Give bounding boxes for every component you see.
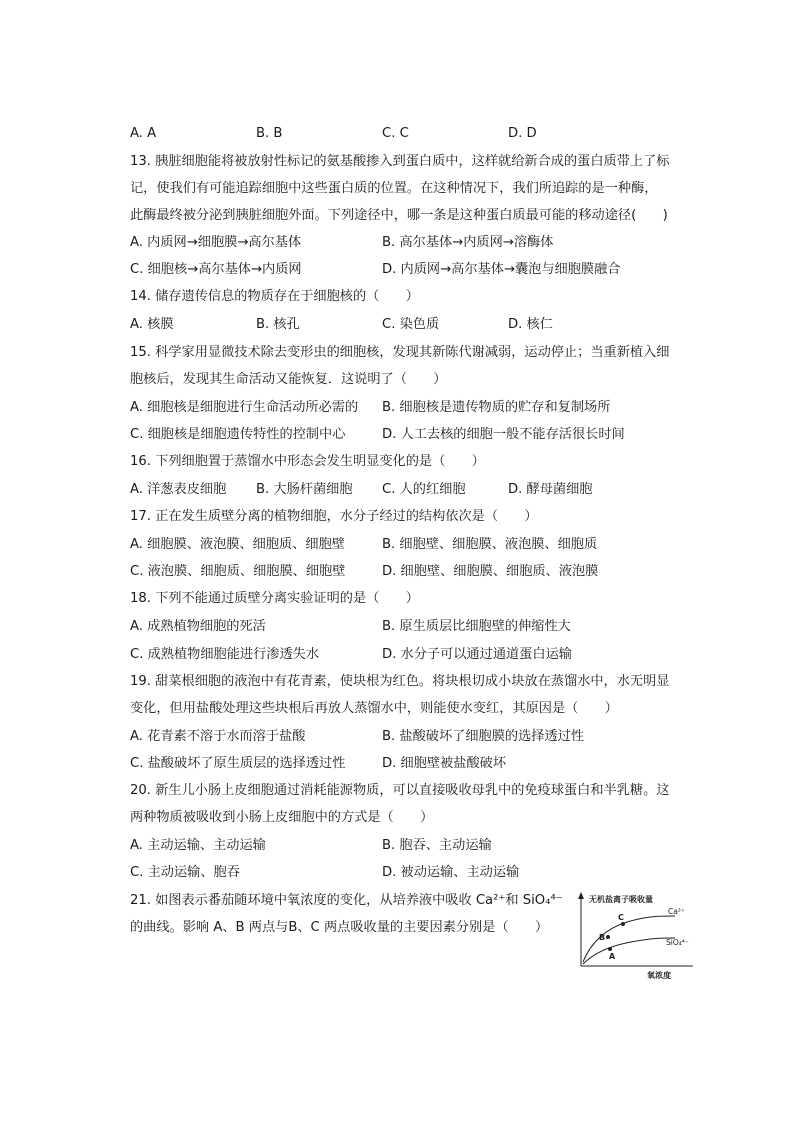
q18-option-c[interactable]: C. 成熟植物细胞能进行渗透失水 — [130, 647, 320, 662]
y-axis-arrow — [578, 892, 584, 899]
ca-curve-label: Ca²⁺ — [668, 907, 685, 916]
q12-option-d[interactable]: D. D — [508, 126, 537, 141]
absorption-curve-chart — [575, 890, 695, 980]
q12-option-a[interactable]: A. A — [130, 126, 157, 141]
q14-option-b[interactable]: B. 核孔 — [256, 317, 300, 332]
q14-option-a[interactable]: A. 核膜 — [130, 317, 174, 332]
q14-stem: 14. 储存遗传信息的物质存在于细胞核的（ ） — [130, 289, 419, 304]
q13-option-c[interactable]: C. 细胞核→高尔基体→内质网 — [130, 262, 302, 277]
q13-option-d[interactable]: D. 内质网→高尔基体→囊泡与细胞膜融合 — [382, 262, 621, 277]
q12-option-b[interactable]: B. B — [256, 126, 283, 141]
q13-stem-line-2: 记，使我们有可能追踪细胞中这些蛋白质的位置。在这种情况下，我们所追踪的是一种酶， — [130, 181, 658, 196]
q14-options — [130, 315, 690, 335]
point-c-label: C — [618, 913, 624, 922]
q19-options-row-2 — [130, 754, 690, 774]
q16-option-a[interactable]: A. 洋葱表皮细胞 — [130, 482, 227, 497]
q19-stem-line-2: 变化，但用盐酸处理这些块根后再放人蒸馏水中，则能使水变红，其原因是（ ） — [130, 701, 618, 716]
q18-stem: 18. 下列不能通过质壁分离实验证明的是（ ） — [130, 591, 419, 606]
y-axis-label: 无机盐离子吸收量 — [589, 895, 653, 904]
x-axis-label: 氧浓度 — [647, 971, 671, 980]
q16-stem: 16. 下列细胞置于蒸馏水中形态会发生明显变化的是（ ） — [130, 454, 485, 469]
q20-stem-line-1: 20. 新生儿小肠上皮细胞通过消耗能源物质，可以直接吸收母乳中的免疫球蛋白和半乳糖。这 — [130, 783, 670, 798]
sio4-curve — [583, 938, 675, 964]
q17-options-row-2 — [130, 562, 690, 582]
point-b-label: B — [599, 933, 606, 942]
q14-option-d[interactable]: D. 核仁 — [508, 317, 553, 332]
q13-option-a[interactable]: A. 内质网→细胞膜→高尔基体 — [130, 235, 302, 250]
q15-option-b[interactable]: B. 细胞核是遗传物质的贮存和复制场所 — [382, 400, 611, 415]
q17-options-row-1 — [130, 535, 690, 555]
q20-options-row-1 — [130, 836, 690, 856]
q17-option-a[interactable]: A. 细胞膜、液泡膜、细胞质、细胞壁 — [130, 537, 345, 552]
q16-options — [130, 480, 690, 500]
point-b-marker — [606, 935, 610, 939]
q17-option-d[interactable]: D. 细胞壁、细胞膜、细胞质、液泡膜 — [382, 564, 599, 579]
q18-option-b[interactable]: B. 原生质层比细胞壁的伸缩性大 — [382, 619, 571, 634]
ca-curve — [583, 916, 675, 962]
q16-option-d[interactable]: D. 酵母菌细胞 — [508, 482, 593, 497]
q15-stem-line-2: 胞核后，发现其生命活动又能恢复．这说明了（ ） — [130, 372, 447, 387]
q15-option-d[interactable]: D. 人工去核的细胞一般不能存活很长时间 — [382, 427, 625, 442]
q12-options — [130, 124, 690, 144]
q17-option-c[interactable]: C. 液泡膜、细胞质、细胞膜、细胞壁 — [130, 564, 346, 579]
q20-option-d[interactable]: D. 被动运输、主动运输 — [382, 865, 520, 880]
q12-option-c[interactable]: C. C — [382, 126, 409, 141]
q16-option-c[interactable]: C. 人的红细胞 — [382, 482, 466, 497]
point-c-marker — [621, 922, 625, 926]
q19-option-b[interactable]: B. 盐酸破坏了细胞膜的选择透过性 — [382, 729, 585, 744]
q21-stem-line-2: 的曲线。影响 A、B 两点与B、C 两点吸收量的主要因素分别是（ ） — [130, 920, 549, 935]
point-a-label: A — [609, 952, 616, 961]
q20-options-row-2 — [130, 863, 690, 883]
q15-stem-line-1: 15. 科学家用显微技术除去变形虫的细胞核，发现其新陈代谢减弱，运动停止；当重新植入细 — [130, 345, 670, 360]
q19-option-c[interactable]: C. 盐酸破坏了原生质层的选择透过性 — [130, 756, 346, 771]
q18-options-row-2 — [130, 645, 690, 665]
q13-stem-line-1: 13. 胰脏细胞能将被放射性标记的氨基酸掺入到蛋白质中，这样就给新合成的蛋白质带上了标 — [130, 154, 670, 169]
q21-figure — [575, 890, 695, 980]
q20-stem-line-2: 两种物质被吸收到小肠上皮细胞中的方式是（ ） — [130, 810, 434, 825]
q15-option-a[interactable]: A. 细胞核是细胞进行生命活动所必需的 — [130, 400, 359, 415]
q13-options-row-1 — [130, 233, 690, 253]
q13-options-row-2 — [130, 260, 690, 280]
q20-option-c[interactable]: C. 主动运输、胞吞 — [130, 865, 240, 880]
q17-option-b[interactable]: B. 细胞壁、细胞膜、液泡膜、细胞质 — [382, 537, 598, 552]
point-a-marker — [608, 947, 612, 951]
sio4-curve-label: SiO₄⁴⁻ — [666, 938, 689, 947]
q19-option-a[interactable]: A. 花青素不溶于水而溶于盐酸 — [130, 729, 306, 744]
q21-stem-line-1: 21. 如图表示番茄随环境中氧浓度的变化，从培养液中吸收 Ca²⁺和 SiO₄⁴⁻ — [130, 893, 563, 908]
q20-option-a[interactable]: A. 主动运输、主动运输 — [130, 838, 266, 853]
q13-stem-line-3: 此酶最终被分泌到胰脏细胞外面。下列途径中，哪一条是这种蛋白质最可能的移动途径( ) — [130, 208, 668, 223]
q18-options-row-1 — [130, 617, 690, 637]
q13-option-b[interactable]: B. 高尔基体→内质网→溶酶体 — [382, 235, 554, 250]
q15-option-c[interactable]: C. 细胞核是细胞遗传特性的控制中心 — [130, 427, 346, 442]
q17-stem: 17. 正在发生质壁分离的植物细胞，水分子经过的结构依次是（ ） — [130, 509, 538, 524]
q19-option-d[interactable]: D. 细胞壁被盐酸破坏 — [382, 756, 507, 771]
q15-options-row-1 — [130, 398, 690, 418]
q16-option-b[interactable]: B. 大肠杆菌细胞 — [256, 482, 353, 497]
q14-option-c[interactable]: C. 染色质 — [382, 317, 440, 332]
q19-stem-line-1: 19. 甜菜根细胞的液泡中有花青素，使块根为红色。将块根切成小块放在蒸馏水中，水无明显 — [130, 674, 670, 689]
q18-option-d[interactable]: D. 水分子可以通过通道蛋白运输 — [382, 647, 572, 662]
q20-option-b[interactable]: B. 胞吞、主动运输 — [382, 838, 492, 853]
q15-options-row-2 — [130, 425, 690, 445]
q18-option-a[interactable]: A. 成熟植物细胞的死活 — [130, 619, 266, 634]
q19-options-row-1 — [130, 727, 690, 747]
